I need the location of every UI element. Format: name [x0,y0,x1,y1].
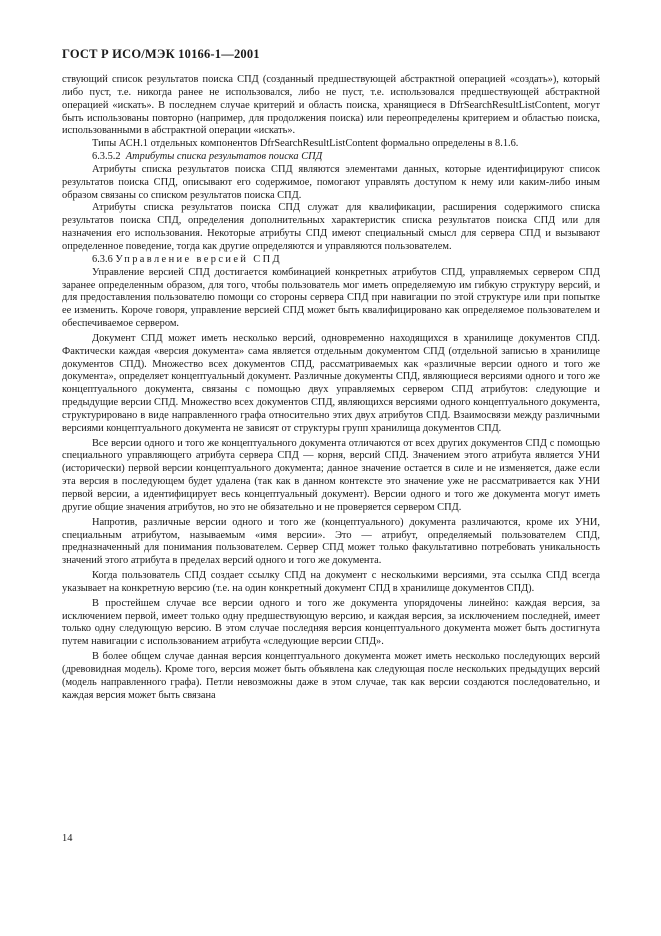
paragraph: Атрибуты списка результатов поиска СПД служат для квалификации, расширения содержимого списка результатов поиска СПД, определения дополнительных характеристик списка результатов поиска СПД или для назначения его использования. Некоторые атрибуты СПД имеют специальный смысл для сервера СПД и вызывают определенное поведение, тогда как другие определяются и управляются пользователем. [62,202,600,252]
page-number: 14 [62,833,73,844]
paragraph: Типы АСН.1 отдельных компонентов DfrSearchResultListContent формально определены в 8.1.6. [92,138,519,150]
paragraph: Напротив, различные версии одного и того же (концептуального) документа различаются, кроме их УНИ, специальным атрибутом, называемым «имя версии». Это — атрибут, определяемый пользователем СПД, предназначенный для понимания пользователем. Сервер СПД может только факультативно потребовать уникальность значений этого атрибута в пределах версий одного и того же документа. [62,516,600,567]
document-body [62,74,600,703]
section-title: Управление версией СПД [115,253,283,265]
paragraph: Управление версией СПД достигается комбинацией конкретных атрибутов СПД, управляемых сервером СПД заранее определенным образом, для того, чтобы пользователь мог иметь определяемую им гибкую структуру версий, и для предоставления пользователю помощи со стороны сервера СПД при навигации по этой структуре или при попытке ее изменить. Короче говоря, управление версией СПД может быть квалифицировано как определяемое пользователем и обеспечиваемое сервером. [62,266,600,330]
subsection-title: Атрибуты списка результатов поиска СПД [125,151,323,163]
paragraph: Все версии одного и того же концептуального документа отличаются от всех других документов СПД с помощью специального управляющего атрибута сервера СПД — корня, версий СПД. Значением этого атрибута является УНИ (исторически) первой версии концептуального документа; данное значение остается в силе и не изменяется, даже если эта версия в последующем будет удалена (так как в данном контексте это значение уже не рассматривается как УНИ первой версии, а идентифицирует весь концептуальный документ). Версии одного и того же документа могут иметь другие общие значения атрибутов, но это не обязательно и не проверяется сервером СПД. [62,437,600,513]
paragraph: Когда пользователь СПД создает ссылку СПД на документ с несколькими версиями, эта ссылка СПД всегда указывает на конкретную версию (т.е. на один конкретный документ СПД в хранилище документов СПД). [62,570,600,594]
paragraph: Документ СПД может иметь несколько версий, одновременно находящихся в хранилище документов СПД. Фактически каждая «версия документа» сама является отдельным документом СПД (отдельной записью в хранилище документов СПД). Множество всех документов СПД, рассматриваемых как «различные версии одного и того же документа», определяет концептуальный документ. Различные документы СПД, являющиеся версиями одного и того же концептуального документа, связаны с помощью двух управляемых сервером СПД атрибутов: следующие и предыдущие версии СПД. Множество всех документов СПД, являющихся версиями одного концептуального документа, структурировано в виде направленного графа относительно этих двух атрибутов СПД. Взаимосвязи между различными версиями концептуального документа не зависят от структуры групп хранилища документов СПД. [62,332,600,434]
paragraph: ствующий список результатов поиска СПД (созданный предшествующей абстрактной операцией «создать»), который либо пуст, т.е. никогда ранее не использовался, либо не пуст, т.е. использовался предшествующей абстрактной операцией «искать». В последнем случае критерий и область поиска, хранящиеся в DfrSearchResultListContent, могут быть использованы повторно (например, для продолжения поиска) или переопределены критерием и областью поиска, использованными в абстрактной операции «искать». [62,74,600,137]
document-header: ГОСТ Р ИСО/МЭК 10166-1—2001 [62,47,260,61]
subsection-number: 6.3.5.2 [92,151,121,163]
subsection-heading [62,151,600,164]
section-number: 6.3.6 [92,253,113,265]
paragraph: Атрибуты списка результатов поиска СПД являются элементами данных, которые идентифицируют список результатов поиска СПД, описывают его содержимое, помогают управлять доступом к нему или каким-либо иным образом связаны со списком результатов поиска СПД. [62,163,600,201]
paragraph: В более общем случае данная версия концептуального документа может иметь несколько последующих версий (древовидная модель). Кроме того, версия может быть объявлена как следующая после нескольких предыдущих версий (модель направленного графа). Петли невозможны даже в этом случае, так как версии создаются последовательно, и каждая версия может быть связана [62,651,600,701]
paragraph: В простейшем случае все версии одного и того же документа упорядочены линейно: каждая версия, за исключением первой, имеет только одну предшествующую версию, и каждая версия, за исключением последней, имеет только одну следующую версию. В этом случае последняя версия концептуального документа может быть достигнута путем навигации с использованием атрибута «следующие версии СПД». [62,597,600,648]
section-heading [62,254,600,267]
